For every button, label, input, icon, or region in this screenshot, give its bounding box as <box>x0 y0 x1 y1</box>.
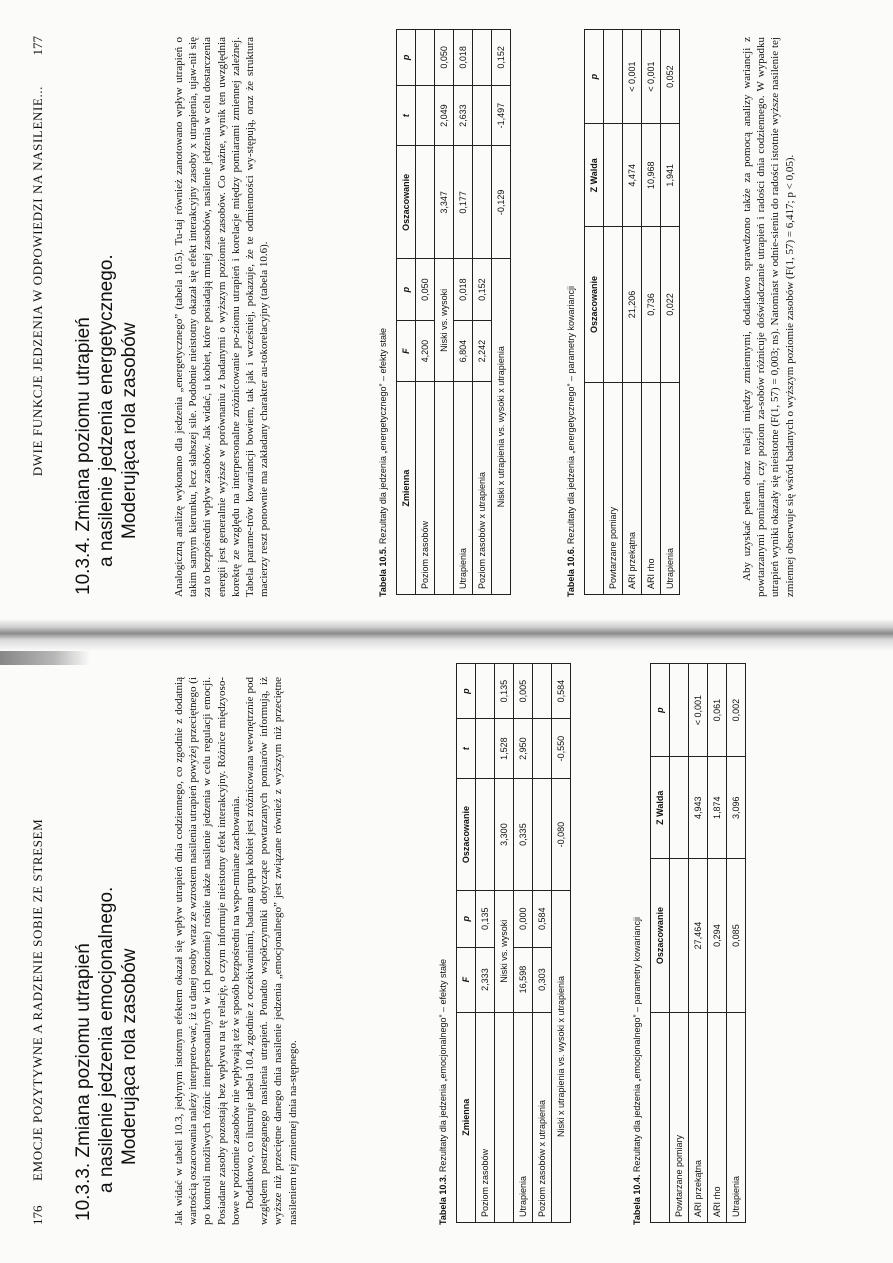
table-cell <box>473 30 492 86</box>
table-row <box>473 30 492 595</box>
right-page <box>0 0 893 623</box>
table-cell: 0,135 <box>495 664 514 719</box>
col-header: p <box>397 30 416 86</box>
table-cell: 1,874 <box>708 757 727 859</box>
right-section-title-line: 10.3.4. Zmiana poziomu utrapień <box>73 317 94 595</box>
table-10-5 <box>396 29 511 595</box>
table-row <box>416 30 435 595</box>
table-cell <box>476 664 495 719</box>
table-cell: Niski x utrapienia vs. wysoki x utrapienia <box>492 259 511 595</box>
table-cell <box>533 719 552 779</box>
table-cell: 0,294 <box>708 859 727 1013</box>
table-cell: Utrapienia <box>727 1012 746 1222</box>
left-section-title-line: Moderująca rola zasobów <box>119 948 140 1165</box>
table-cell: 21,206 <box>623 227 642 382</box>
table-cell <box>495 1012 514 1222</box>
table-cell: Poziom zasobów x utrapienia <box>533 1012 552 1222</box>
left-page <box>0 648 893 1263</box>
col-header: Z Walda <box>585 124 604 227</box>
table-row <box>670 664 689 1223</box>
col-header: Zmienna <box>457 1012 476 1222</box>
col-header: F <box>397 320 416 381</box>
table-cell <box>416 146 435 259</box>
caption-text: Rezultaty dla jedzenia „energetycznego” – efekty stałe <box>378 327 388 545</box>
table-cell: 0,303 <box>533 947 552 1012</box>
left-body-text <box>172 677 300 1225</box>
col-header: t <box>397 85 416 146</box>
table-cell: 10,968 <box>642 124 661 227</box>
table-cell: Powtarzane pomiary <box>604 382 623 594</box>
table-row <box>727 664 746 1223</box>
table-cell: 0,002 <box>727 664 746 757</box>
col-header: Oszacowanie <box>651 859 670 1013</box>
table-cell: 27,464 <box>689 859 708 1013</box>
table-row <box>708 664 727 1223</box>
table-cell: Niski vs. wysoki <box>495 890 514 1012</box>
table-cell <box>604 124 623 227</box>
table-cell: 0,061 <box>708 664 727 757</box>
table-header-row <box>585 30 604 595</box>
table-cell: 0,736 <box>642 227 661 382</box>
table-row <box>642 30 661 595</box>
table-cell <box>670 664 689 757</box>
table-cell: 0,050 <box>416 259 435 320</box>
table-cell <box>473 85 492 146</box>
table-row <box>661 30 680 595</box>
table-cell: 2,049 <box>435 85 454 146</box>
table-cell: 0,085 <box>727 859 746 1013</box>
paragraph: Dodatkowo, co ilustruje tabela 10.4, zgodnie z oczekiwaniami, badana grupa kobiet jest zróżnicowana wewnętrznie pod względem postrzeganego nasilenia utrapień. Ponadto współczynniki dotyczące powtarzanych pomiarów informują, iż wyższe niż przeciętne danego dnia nasilenie jedzenia „emocjonalnego” jest związane również z wyższym niż przeciętne nasileniem tej zmiennej dnia na-stępnego. <box>244 677 299 1225</box>
left-section-title-line: a nasilenie jedzenia emocjonalnego. <box>96 886 117 1193</box>
table-cell: 2,633 <box>454 85 473 146</box>
table-cell: Utrapienia <box>514 1012 533 1222</box>
table-header-row <box>651 664 670 1223</box>
table-cell: 2,333 <box>476 947 495 1012</box>
col-header: t <box>457 719 476 779</box>
table-cell: -0,080 <box>552 779 571 891</box>
table-cell <box>473 146 492 259</box>
table-cell <box>604 227 623 382</box>
left-page-number: 176 <box>30 1205 45 1225</box>
right-running-head: DWIE FUNKCJE JEDZENIA W ODPOWIEDZI NA NASILENIE... <box>30 86 45 477</box>
paragraph: Analogiczną analizę wykonano dla jedzenia „energetycznego” (tabela 10.5). Tu-taj również zanotowano wpływ utrapień o takim samym kierunku, lecz słabszej sile. Podobnie nieistotny okazał się efekt interakcyjny zasoby x utrapienia, ujaw-nił się za to bezpośredni wpływ zasobów. Jak widać, u kobiet, które posiadają mniej zasobów, nasilenie jedzenia w celu dostarczenia energii jest generalnie wyższe w porównaniu z badanymi o wyższym poziomie zasobów. Co ważne, wynik ten uwzględnia korektę ze względu na interpersonalne zróżnicowanie po-ziomu utrapień i korelacje między pomiarami zmiennej zależnej. Tabela parame-trów kowariancji bowiem, tak jak i wcześniej, pokazuje, że te odmienności wy-stępują, oraz że struktura macierzy reszt ponownie ma zakładany charakter au-tokorelacyjny (tabela 10.6). <box>173 37 271 597</box>
caption-text: Rezultaty dla jedzenia „energetycznego” – parametry kowariancji <box>566 285 576 545</box>
table-cell: Utrapienia <box>661 382 680 594</box>
col-header: p <box>585 30 604 124</box>
table-cell: -1,497 <box>492 85 511 146</box>
table-row <box>552 664 571 1223</box>
col-header <box>651 1012 670 1222</box>
col-header: F <box>457 947 476 1012</box>
table-cell: 0,022 <box>661 227 680 382</box>
table-cell: 2,242 <box>473 320 492 381</box>
table-cell: Utrapienia <box>454 382 473 595</box>
table-cell: Niski vs. wysoki <box>435 259 454 382</box>
table-cell: 0,018 <box>454 259 473 320</box>
table-cell: 0,005 <box>514 664 533 719</box>
table-cell: 4,200 <box>416 320 435 381</box>
col-header: Oszacowanie <box>397 146 416 259</box>
table-row <box>454 30 473 595</box>
table-cell: 1,528 <box>495 719 514 779</box>
table-10-3-caption <box>438 959 448 1225</box>
table-cell: 0,052 <box>661 30 680 124</box>
table-cell <box>476 719 495 779</box>
table-cell: 0,000 <box>514 890 533 947</box>
table-cell: Poziom zasobów x utrapienia <box>473 382 492 595</box>
table-cell: Niski x utrapienia vs. wysoki x utrapienia <box>552 890 571 1222</box>
col-header: p <box>457 890 476 947</box>
table-cell: 3,300 <box>495 779 514 891</box>
right-page-number: 177 <box>30 36 45 56</box>
left-running-head: EMOCJE POZYTYWNE A RADZENIE SOBIE ZE STRESEM <box>30 818 45 1181</box>
table-cell <box>604 30 623 124</box>
table-cell: -0,550 <box>552 719 571 779</box>
table-row <box>492 30 511 595</box>
table-cell: ARI przekątna <box>689 1012 708 1222</box>
table-cell <box>416 30 435 86</box>
table-cell <box>670 859 689 1013</box>
table-cell: 0,135 <box>476 890 495 947</box>
table-cell: 0,050 <box>435 30 454 86</box>
table-cell <box>533 664 552 719</box>
table-header-row <box>457 664 476 1223</box>
table-row <box>514 664 533 1223</box>
table-cell: 0,152 <box>492 30 511 86</box>
right-section-title <box>72 254 141 595</box>
table-cell: ARI rho <box>708 1012 727 1222</box>
table-row <box>533 664 552 1223</box>
table-cell: 16,598 <box>514 947 533 1012</box>
table-10-3 <box>456 663 571 1223</box>
table-cell: 0,018 <box>454 30 473 86</box>
table-10-4-caption <box>632 917 642 1225</box>
paragraph: Jak widać w tabeli 10.3, jedynym istotnym efektem okazał się wpływ utrapień dnia codziennego, co zgodnie z dodatnią wartością oszacowania należy interpreto-wać, iż u danej osoby wraz ze wzrostem nasilenia utrapień powyżej przeciętnego (i po kontroli możliwych różnic interpersonalnych w ich poziomie) rośnie także nasilenie jedzenia w celu regulacji emocji. Posiadane zasoby pozostają bez wpływu na tę relację, o czym informuje nieistotny efekt interakcyjny. Różnice międzyoso-bowe w poziomie zasobów nie wpływają też w sposób bezpośredni na wspo-mniane zachowania. <box>173 677 242 1225</box>
col-header: p <box>651 664 670 757</box>
table-cell <box>416 85 435 146</box>
scan-shadow <box>0 651 90 665</box>
table-cell: Poziom zasobów <box>476 1012 495 1222</box>
col-header: Oszacowanie <box>457 779 476 891</box>
table-10-6 <box>584 29 680 595</box>
table-10-5-caption <box>378 328 388 597</box>
col-header: p <box>457 664 476 719</box>
table-cell: 4,474 <box>623 124 642 227</box>
table-cell: < 0,001 <box>642 30 661 124</box>
caption-label: Tabela 10.5. <box>378 546 388 597</box>
caption-label: Tabela 10.4. <box>632 1174 642 1225</box>
table-cell: 0,152 <box>473 259 492 320</box>
table-cell: 0,335 <box>514 779 533 891</box>
table-row <box>689 664 708 1223</box>
table-cell: 6,804 <box>454 320 473 381</box>
table-row <box>623 30 642 595</box>
table-cell: 3,347 <box>435 146 454 259</box>
col-header: Oszacowanie <box>585 227 604 382</box>
table-cell: 4,943 <box>689 757 708 859</box>
table-10-6-caption <box>566 286 576 597</box>
table-cell: < 0,001 <box>689 664 708 757</box>
table-cell: -0,129 <box>492 146 511 259</box>
table-cell <box>476 779 495 891</box>
table-cell <box>435 382 454 595</box>
right-body-text-2 <box>740 37 797 597</box>
left-section-title <box>72 887 141 1221</box>
table-cell: 0,177 <box>454 146 473 259</box>
table-header-row <box>397 30 416 595</box>
table-cell <box>533 779 552 891</box>
table-row <box>604 30 623 595</box>
paragraph: Aby uzyskać pełen obraz relacji między zmiennymi, dodatkowo sprawdzono także za pomocą analizy wariancji z powtarzanymi pomiarami, czy poziom za-sobów różnicuje doświadczanie utrapień i radości dnia codziennego. W wypadku utrapień wyniki okazały się nieistotne (F(1, 57) = 0,003; ns). Natomiast w odnie-sieniu do radości istotnie wyższe nasilenie tej zmiennej obserwuje się wśród badanych o wyższym poziomie zasobów (F(1, 57) = 6,417; p < 0,05). <box>741 37 796 597</box>
table-cell <box>670 757 689 859</box>
table-cell: 2,950 <box>514 719 533 779</box>
col-header <box>585 382 604 594</box>
caption-label: Tabela 10.3. <box>438 1174 448 1225</box>
table-row <box>495 664 514 1223</box>
col-header: Zmienna <box>397 382 416 595</box>
right-section-title-line: a nasilenie jedzenia energetycznego. <box>96 254 117 567</box>
col-header: p <box>397 259 416 320</box>
table-row <box>476 664 495 1223</box>
right-section-title-line: Moderująca rola zasobów <box>119 322 140 539</box>
table-row <box>435 30 454 595</box>
caption-text: Rezultaty dla jedzenia „emocjonalnego” – parametry kowariancji <box>632 916 642 1173</box>
table-10-4 <box>650 663 746 1223</box>
caption-text: Rezultaty dla jedzenia „emocjonalnego” – efekty stałe <box>438 958 448 1173</box>
table-cell: 0,584 <box>533 890 552 947</box>
table-cell: ARI przekątna <box>623 382 642 594</box>
table-cell: 3,096 <box>727 757 746 859</box>
table-cell: Powtarzane pomiary <box>670 1012 689 1222</box>
table-cell: ARI rho <box>642 382 661 594</box>
table-cell: 1,941 <box>661 124 680 227</box>
book-gutter <box>0 619 893 651</box>
right-body-text-1 <box>172 37 271 597</box>
table-cell: 0,584 <box>552 664 571 719</box>
col-header: Z Walda <box>651 757 670 859</box>
table-cell: Poziom zasobów <box>416 382 435 595</box>
table-cell: < 0,001 <box>623 30 642 124</box>
caption-label: Tabela 10.6. <box>566 546 576 597</box>
left-section-title-line: 10.3.3. Zmiana poziomu utrapień <box>73 943 94 1221</box>
